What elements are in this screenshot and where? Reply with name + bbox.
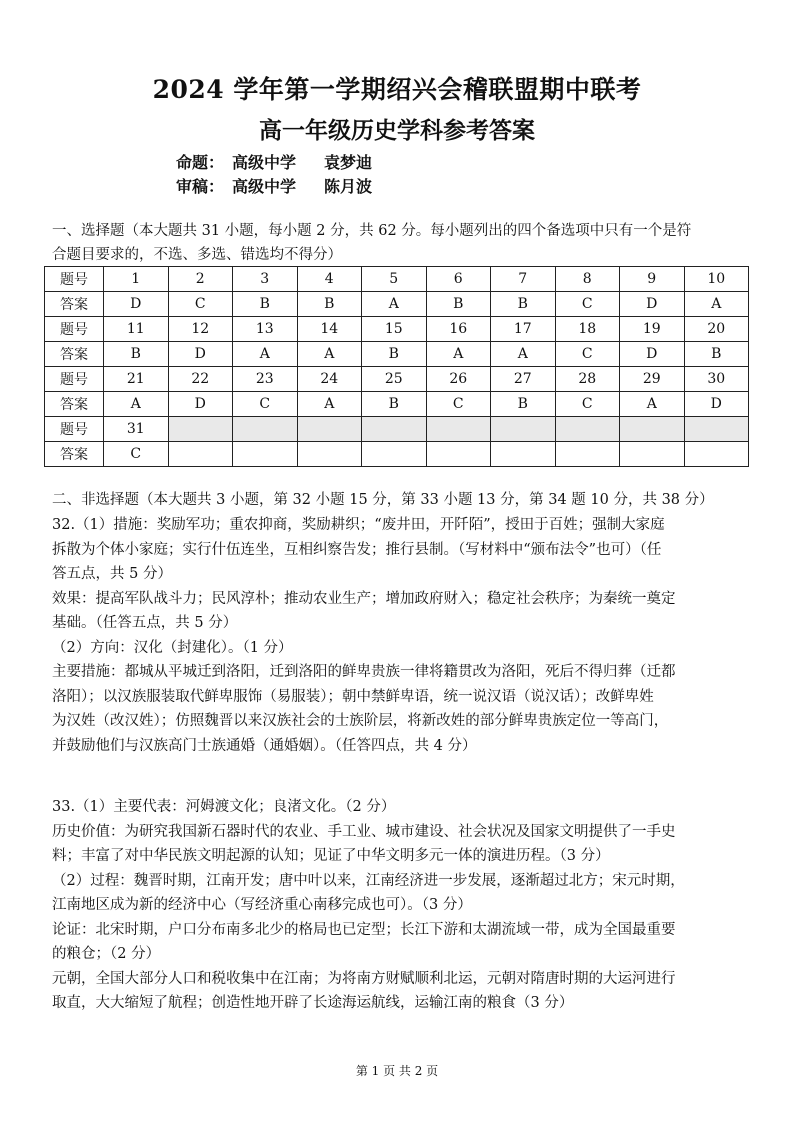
answer-cell: C bbox=[233, 392, 298, 417]
answer-text-line: 为汉姓（改汉姓）；仿照魏晋以来汉族社会的士族阶层，将新改姓的部分鲜卑贵族定位一等高门， bbox=[52, 713, 669, 729]
author-line-reviewer bbox=[176, 174, 372, 197]
answer-text-line: 拆散为个体小家庭；实行什伍连坐，互相纠察告发；推行县制。（写材料中“颁布法令”也可）（任 bbox=[52, 541, 662, 558]
author-name: 袁梦迪 bbox=[324, 153, 373, 172]
answer-text-line: 元朝，全国大部分人口和税收集中在江南；为将南方财赋顺利北运，元朝对隋唐时期的大运河进行 bbox=[52, 970, 676, 987]
answer-row bbox=[45, 342, 749, 367]
question-number-row bbox=[45, 367, 749, 392]
answer-cell: D bbox=[104, 292, 169, 317]
answer-table bbox=[44, 266, 749, 467]
question-number-cell bbox=[491, 417, 556, 442]
question-number-row bbox=[45, 317, 749, 342]
question-number-cell: 19 bbox=[620, 317, 685, 342]
question-number-cell: 12 bbox=[168, 317, 233, 342]
question-number-cell bbox=[297, 417, 362, 442]
question-number-row bbox=[45, 267, 749, 292]
answer-cell: B bbox=[491, 292, 556, 317]
question-number-cell: 14 bbox=[297, 317, 362, 342]
question-number-cell: 23 bbox=[233, 367, 298, 392]
page-number: 第 1 页 共 2 页 bbox=[355, 1064, 439, 1078]
question-number-cell: 7 bbox=[491, 267, 556, 292]
author-label: 审稿： bbox=[176, 177, 225, 196]
answer-cell: C bbox=[168, 292, 233, 317]
author-school: 高级中学 bbox=[232, 177, 297, 196]
answer-text-line: 基础。（任答五点，共 5 分） bbox=[52, 615, 238, 631]
answer-header: 答案 bbox=[45, 442, 104, 467]
question-number-cell bbox=[684, 417, 749, 442]
answer-text-line: 江南地区成为新的经济中心（写经济重心南移完成也可）。（3 分） bbox=[52, 897, 472, 913]
answer-text-line: 历史价值：为研究我国新石器时代的农业、手工业、城市建设、社会状况及国家文明提供了一手史 bbox=[52, 823, 676, 840]
answer-text-line: 料；丰富了对中华民族文明起源的认知；见证了中华文明多元一体的演进历程。（3 分） bbox=[52, 848, 610, 864]
question-number-cell: 22 bbox=[168, 367, 233, 392]
section1-intro-line1: 一、选择题（本大题共 31 小题，每小题 2 分，共 62 分。每小题列出的四个备选项中只有一个是符 bbox=[52, 223, 692, 239]
question-number-cell bbox=[620, 417, 685, 442]
question-number-cell: 29 bbox=[620, 367, 685, 392]
question-number-cell: 2 bbox=[168, 267, 233, 292]
answer-cell: A bbox=[297, 392, 362, 417]
question-number-cell bbox=[426, 417, 491, 442]
question-number-row bbox=[45, 417, 749, 442]
answer-cell bbox=[426, 442, 491, 467]
answer-cell: A bbox=[297, 342, 362, 367]
answer-cell: B bbox=[491, 392, 556, 417]
question-number-cell: 17 bbox=[491, 317, 556, 342]
author-school: 高级中学 bbox=[232, 153, 297, 172]
question-number-header: 题号 bbox=[45, 417, 104, 442]
question-number-cell: 26 bbox=[426, 367, 491, 392]
section2-intro: 二、非选择题（本大题共 3 小题，第 32 小题 15 分，第 33 小题 13 分，第 34 题 10 分，共 38 分） bbox=[52, 492, 714, 508]
question-number-header: 题号 bbox=[45, 367, 104, 392]
answer-cell bbox=[168, 442, 233, 467]
answer-cell: D bbox=[168, 342, 233, 367]
answer-text-line: 32.（1）措施：奖励军功；重农抑商，奖励耕织；“废井田，开阡陌”，授田于百姓；强制大家庭 bbox=[52, 517, 665, 533]
answer-row bbox=[45, 442, 749, 467]
author-line-proposer bbox=[176, 150, 372, 173]
answer-cell bbox=[491, 442, 556, 467]
answer-text-line: 主要措施：都城从平城迁到洛阳，迁到洛阳的鲜卑贵族一律将籍贯改为洛阳，死后不得归葬（迁都 bbox=[52, 664, 676, 680]
answer-cell: C bbox=[426, 392, 491, 417]
question-number-header: 题号 bbox=[45, 317, 104, 342]
answer-cell: B bbox=[426, 292, 491, 317]
answer-cell: A bbox=[426, 342, 491, 367]
document-subtitle: 高一年级历史学科参考答案 bbox=[259, 117, 535, 144]
answer-cell bbox=[555, 442, 620, 467]
answer-cell: C bbox=[104, 442, 169, 467]
answer-text-line: 洛阳）；以汉族服装取代鲜卑服饰（易服装）；朝中禁鲜卑语，统一说汉语（说汉话）；改鲜卑姓 bbox=[52, 688, 654, 705]
answer-header: 答案 bbox=[45, 392, 104, 417]
answer-cell: D bbox=[620, 292, 685, 317]
question-number-cell: 27 bbox=[491, 367, 556, 392]
answer-cell: B bbox=[362, 342, 427, 367]
answer-cell: B bbox=[233, 292, 298, 317]
question-number-cell: 25 bbox=[362, 367, 427, 392]
question-number-cell: 4 bbox=[297, 267, 362, 292]
answer-cell: B bbox=[297, 292, 362, 317]
document-title: 2024 学年第一学期绍兴会稽联盟期中联考 bbox=[152, 75, 642, 104]
question-number-cell: 18 bbox=[555, 317, 620, 342]
question-number-cell: 16 bbox=[426, 317, 491, 342]
answer-cell: A bbox=[104, 392, 169, 417]
section1-intro-line2: 合题目要求的，不选、多选、错选均不得分） bbox=[52, 247, 342, 263]
question-number-cell: 20 bbox=[684, 317, 749, 342]
question-number-cell: 24 bbox=[297, 367, 362, 392]
question-number-cell bbox=[168, 417, 233, 442]
question-number-cell: 30 bbox=[684, 367, 749, 392]
answer-cell: C bbox=[555, 342, 620, 367]
answer-cell: A bbox=[491, 342, 556, 367]
answer-text-line: 取直，大大缩短了航程；创造性地开辟了长途海运航线，运输江南的粮食（3 分） bbox=[52, 995, 574, 1011]
answer-cell bbox=[233, 442, 298, 467]
answer-cell: B bbox=[362, 392, 427, 417]
answer-cell bbox=[297, 442, 362, 467]
answer-text-line: （2）过程：魏晋时期，江南开发；唐中叶以来，江南经济进一步发展，逐渐超过北方；宋元时期， bbox=[52, 872, 685, 889]
question-number-cell: 3 bbox=[233, 267, 298, 292]
question-number-cell: 1 bbox=[104, 267, 169, 292]
answer-text-line: （2）方向：汉化（封建化）。（1 分） bbox=[52, 639, 293, 656]
answer-row bbox=[45, 392, 749, 417]
answer-cell: C bbox=[555, 292, 620, 317]
question-number-cell: 9 bbox=[620, 267, 685, 292]
answer-text-line: 的粮仓；（2 分） bbox=[52, 946, 161, 962]
question-number-cell: 11 bbox=[104, 317, 169, 342]
answer-cell: A bbox=[362, 292, 427, 317]
author-name: 陈月波 bbox=[324, 177, 373, 196]
question-number-cell: 10 bbox=[684, 267, 749, 292]
question-number-cell bbox=[555, 417, 620, 442]
answer-cell: A bbox=[684, 292, 749, 317]
author-label: 命题： bbox=[176, 153, 225, 172]
answer-header: 答案 bbox=[45, 342, 104, 367]
question-number-cell: 21 bbox=[104, 367, 169, 392]
answer-cell bbox=[620, 442, 685, 467]
answer-row bbox=[45, 292, 749, 317]
answer-cell: D bbox=[620, 342, 685, 367]
question-number-header: 题号 bbox=[45, 267, 104, 292]
question-number-cell: 31 bbox=[104, 417, 169, 442]
answer-text-line: 论证：北宋时期，户口分布南多北少的格局也已定型；长江下游和太湖流域一带，成为全国最重要 bbox=[52, 921, 676, 938]
answer-cell: B bbox=[104, 342, 169, 367]
question-number-cell: 28 bbox=[555, 367, 620, 392]
answer-cell: A bbox=[620, 392, 685, 417]
answer-text-line: 并鼓励他们与汉族高门士族通婚（通婚姻）。（任答四点，共 4 分） bbox=[52, 737, 477, 754]
answer-cell: D bbox=[168, 392, 233, 417]
answer-cell: C bbox=[555, 392, 620, 417]
question-number-cell: 5 bbox=[362, 267, 427, 292]
answer-cell: D bbox=[684, 392, 749, 417]
answer-text-line: 效果：提高军队战斗力；民风淳朴；推动农业生产；增加政府财入；稳定社会秩序；为秦统一奠定 bbox=[52, 590, 676, 607]
answer-cell: B bbox=[684, 342, 749, 367]
question-number-cell: 6 bbox=[426, 267, 491, 292]
question-number-cell bbox=[362, 417, 427, 442]
answer-cell: A bbox=[233, 342, 298, 367]
answer-cell bbox=[684, 442, 749, 467]
answer-header: 答案 bbox=[45, 292, 104, 317]
question-number-cell: 15 bbox=[362, 317, 427, 342]
question-number-cell: 13 bbox=[233, 317, 298, 342]
answer-text-line: 答五点，共 5 分） bbox=[52, 566, 172, 582]
question-number-cell bbox=[233, 417, 298, 442]
answer-cell bbox=[362, 442, 427, 467]
question-number-cell: 8 bbox=[555, 267, 620, 292]
answer-text-line: 33.（1）主要代表：河姆渡文化；良渚文化。（2 分） bbox=[52, 799, 396, 815]
